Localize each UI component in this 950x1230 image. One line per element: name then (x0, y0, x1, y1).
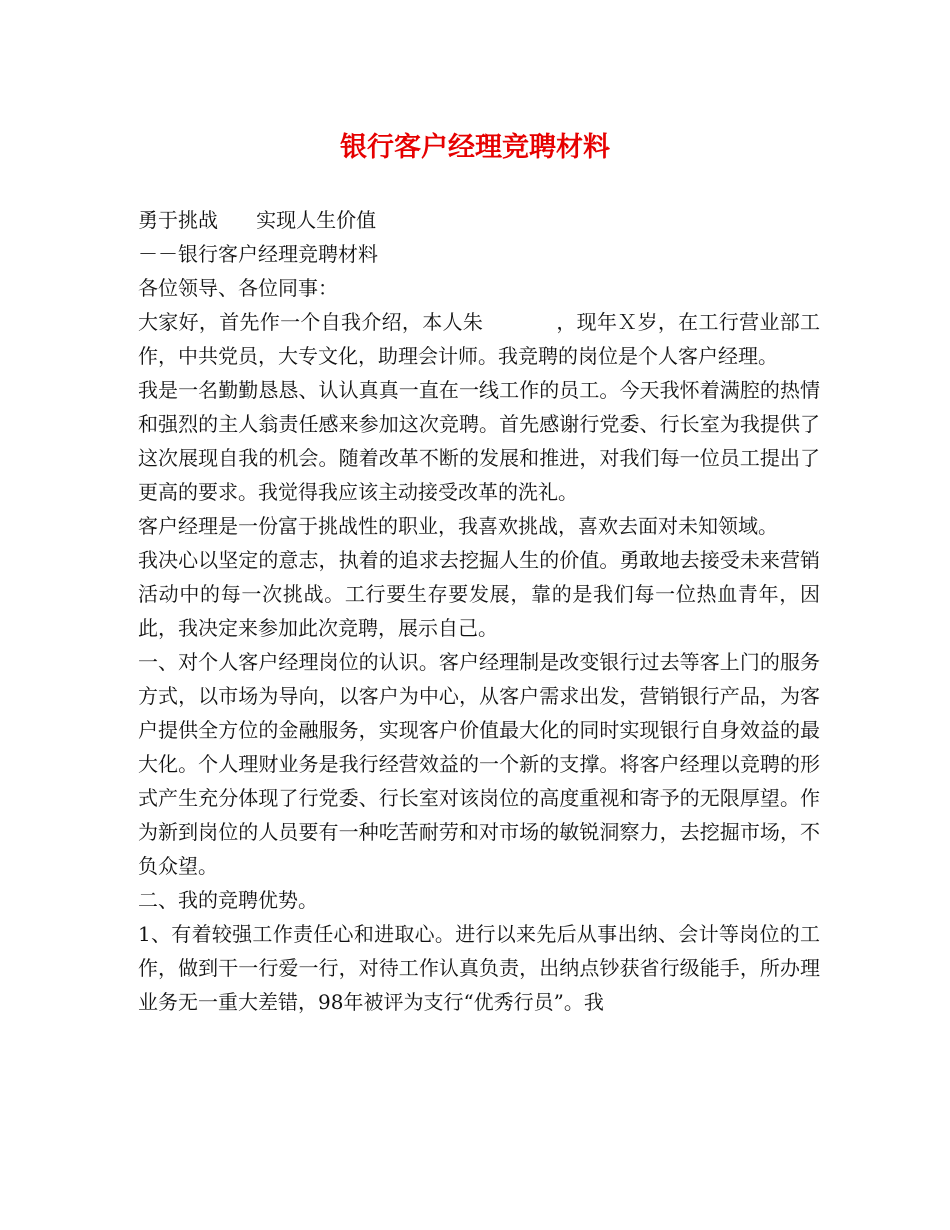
paragraph-determination: 我决心以坚定的意志，执着的追求去挖掘人生的价值。勇敢地去接受未来营销活动中的每一次挑战。工行要生存要发展，靠的是我们每一位热血青年，因此，我决定来参加此次竞聘，展示自己。 (138, 548, 820, 640)
salutation: 各位领导、各位同事： (138, 276, 338, 300)
document-title: 银行客户经理竞聘材料 (340, 132, 610, 163)
paragraph-advantage-1: 1、有着较强工作责任心和进取心。进行以来先后从事出纳、会计等岗位的工作，做到干一行爱一行，对待工作认真负责，出纳点钞获省行级能手，所办理业务无一重大差错，98年被评为支行“优秀行员”。我 (138, 922, 820, 1014)
paragraph-challenge: 客户经理是一份富于挑战性的职业，我喜欢挑战，喜欢去面对未知领域。 (138, 514, 778, 538)
document-body (138, 203, 820, 1019)
paragraph-role-understanding: 一、对个人客户经理岗位的认识。客户经理制是改变银行过去等客上门的服务方式，以市场为导向，以客户为中心，从客户需求出发，营销银行产品，为客户提供全方位的金融服务，实现客户价值最大化的同时实现银行自身效益的最大化。个人理财业务是我行经营效益的一个新的支撑。将客户经理以竞聘的形式产生充分体现了行党委、行长室对该岗位的高度重视和寄予的无限厚望。作为新到岗位的人员要有一种吃苦耐劳和对市场的敏锐洞察力，去挖掘市场，不负众望。 (138, 650, 820, 878)
paragraph-motivation: 我是一名勤勤恳恳、认认真真一直在一线工作的员工。今天我怀着满腔的热情和强烈的主人翁责任感来参加这次竞聘。首先感谢行党委、行长室为我提供了这次展现自我的机会。随着改革不断的发展和推进，对我们每一位员工提出了更高的要求。我觉得我应该主动接受改革的洗礼。 (138, 378, 820, 504)
section-heading-advantages: 二、我的竞聘优势。 (138, 888, 318, 912)
paragraph-self-introduction: 大家好，首先作一个自我介绍，本人朱 ，现年Ｘ岁，在工行营业部工作，中共党员，大专文化，助理会计师。我竞聘的岗位是个人客户经理。 (138, 310, 820, 368)
subtitle-source-line: －－银行客户经理竞聘材料 (138, 242, 378, 266)
subtitle-line: 勇于挑战 实现人生价值 (138, 208, 377, 232)
